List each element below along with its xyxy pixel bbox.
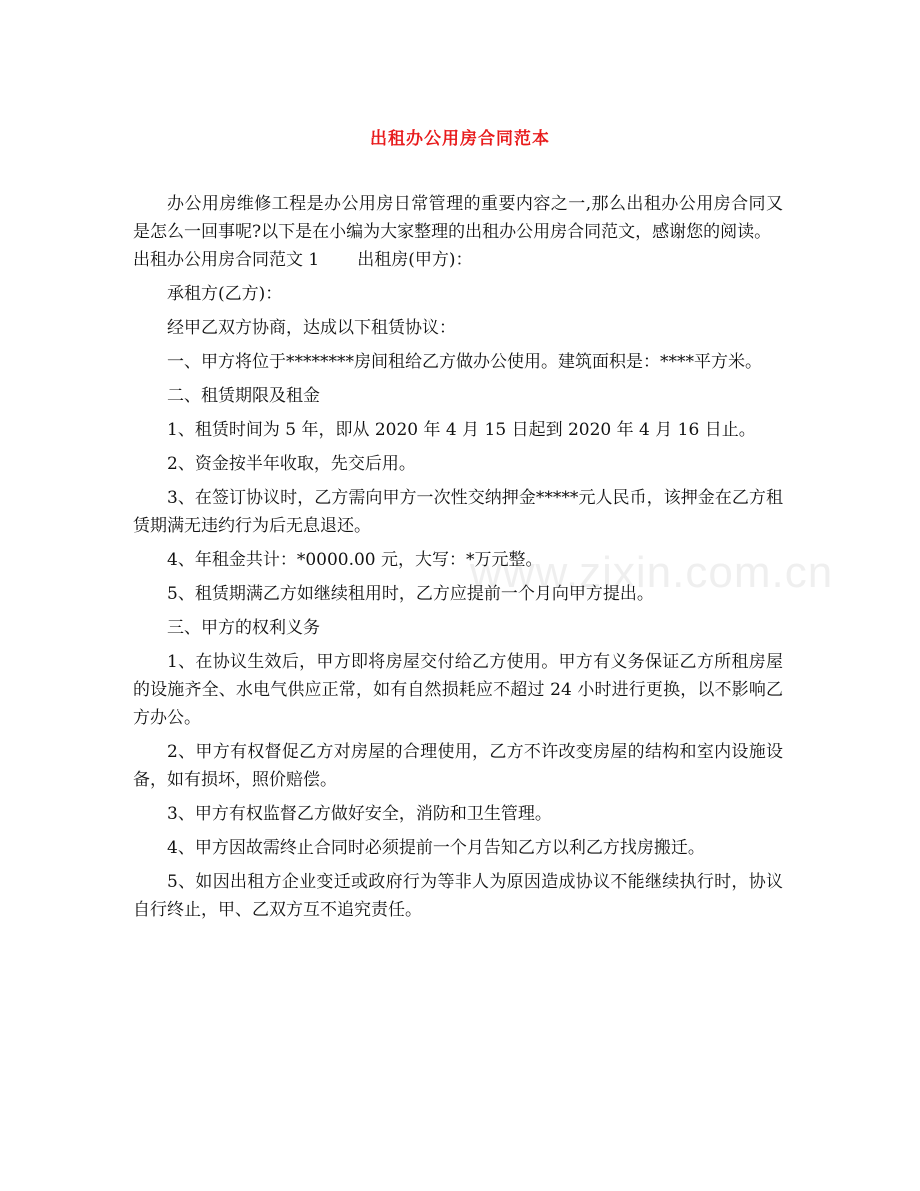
section-2-item: 1、租赁时间为 5 年，即从 2020 年 4 月 15 日起到 2020 年 4 月 16 日止。 — [167, 420, 756, 440]
section-3-item: 2、甲方有权督促乙方对房屋的合理使用，乙方不许改变房屋的结构和室内设施设备，如有损坏，照价赔偿。 — [133, 742, 783, 790]
lessee-label: 承租方(乙方)： — [167, 284, 283, 304]
section-2-item: 2、资金按半年收取，先交后用。 — [167, 454, 416, 474]
section-2-heading: 二、租赁期限及租金 — [167, 386, 320, 406]
section-3-item: 5、如因出租方企业变迁或政府行为等非人为原因造成协议不能继续执行时，协议自行终止，甲、乙双方互不追究责任。 — [133, 872, 783, 920]
document-body — [133, 190, 783, 930]
agreement-intro: 经甲乙双方协商，达成以下租赁协议： — [167, 318, 456, 338]
lessor-label: 出租房(甲方)： — [357, 250, 473, 270]
clause-1: 一、甲方将位于********房间租给乙方做办公使用。建筑面积是：****平方米。 — [167, 352, 762, 372]
document-title: 出租办公用房合同范本 — [370, 129, 550, 149]
section-3-item: 1、在协议生效后，甲方即将房屋交付给乙方使用。甲方有义务保证乙方所租房屋的设施齐全、水电气供应正常，如有自然损耗应不超过 24 小时进行更换，以不影响乙方办公。 — [133, 652, 783, 728]
sample-heading-line — [133, 246, 783, 274]
sample-heading: 出租办公用房合同范文 1 — [133, 250, 320, 270]
intro-paragraph: 办公用房维修工程是办公用房日常管理的重要内容之一,那么出租办公用房合同又是怎么一回事呢?以下是在小编为大家整理的出租办公用房合同范文，感谢您的阅读。 — [133, 194, 783, 242]
section-2-item: 3、在签订协议时，乙方需向甲方一次性交纳押金*****元人民币，该押金在乙方租赁期满无违约行为后无息退还。 — [133, 488, 783, 536]
section-2-item: 4、年租金共计：*0000.00 元，大写：*万元整。 — [167, 550, 543, 570]
section-3-item: 3、甲方有权监督乙方做好安全，消防和卫生管理。 — [167, 804, 552, 824]
section-2-item: 5、租赁期满乙方如继续租用时，乙方应提前一个月向甲方提出。 — [167, 584, 654, 604]
watermark: www.zixin.com.cn — [470, 548, 834, 597]
section-3-item: 4、甲方因故需终止合同时必须提前一个月告知乙方以利乙方找房搬迁。 — [167, 838, 705, 858]
section-3-heading: 三、甲方的权利义务 — [167, 618, 320, 638]
